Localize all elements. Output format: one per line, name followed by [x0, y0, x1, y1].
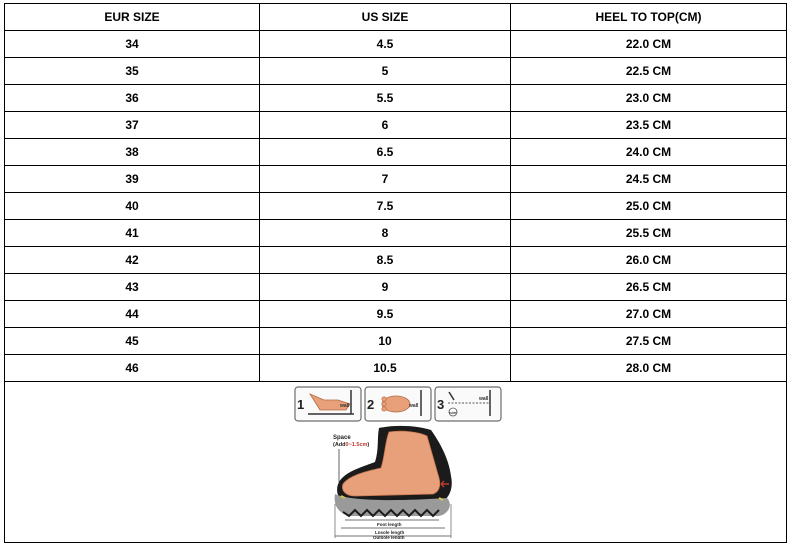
measuring-steps-strip [294, 386, 502, 422]
header-eur-size: EUR SIZE [5, 4, 260, 31]
us-size-cell: 8.5 [260, 247, 511, 274]
heel-to-top-cell: 27.5 CM [511, 328, 787, 355]
wall-label: wall [340, 403, 350, 409]
insole-length-label: Lnsole length [375, 530, 405, 535]
foot-in-shoe-diagram [327, 424, 457, 539]
table-row [5, 58, 787, 85]
heel-to-top-cell: 26.0 CM [511, 247, 787, 274]
foot-length-label: Foot length [377, 522, 402, 527]
step-1-panel [295, 387, 361, 421]
eur-size-cell: 43 [5, 274, 260, 301]
us-size-cell: 6.5 [260, 139, 511, 166]
table-row [5, 328, 787, 355]
us-size-cell: 6 [260, 112, 511, 139]
eur-size-cell: 35 [5, 58, 260, 85]
eur-size-cell: 37 [5, 112, 260, 139]
table-row [5, 274, 787, 301]
step-2-panel [365, 387, 431, 421]
us-size-cell: 7.5 [260, 193, 511, 220]
size-chart-table [4, 3, 787, 543]
eur-size-cell: 40 [5, 193, 260, 220]
table-row [5, 166, 787, 193]
measurement-illustration [5, 382, 787, 542]
eur-size-cell: 39 [5, 166, 260, 193]
step-2-number: 2 [367, 397, 375, 412]
table-row [5, 193, 787, 220]
heel-to-top-cell: 27.0 CM [511, 301, 787, 328]
header-heel-to-top: HEEL TO TOP(CM) [511, 4, 787, 31]
us-size-cell: 7 [260, 166, 511, 193]
eur-size-cell: 42 [5, 247, 260, 274]
table-row [5, 85, 787, 112]
eur-size-cell: 44 [5, 301, 260, 328]
us-size-cell: 8 [260, 220, 511, 247]
us-size-cell: 5.5 [260, 85, 511, 112]
table-row [5, 139, 787, 166]
table-row [5, 247, 787, 274]
eur-size-cell: 38 [5, 139, 260, 166]
illustration-row [5, 382, 787, 543]
eur-size-cell: 34 [5, 31, 260, 58]
us-size-cell: 4.5 [260, 31, 511, 58]
header-us-size: US SIZE [260, 4, 511, 31]
heel-to-top-cell: 24.0 CM [511, 139, 787, 166]
us-size-cell: 9.5 [260, 301, 511, 328]
heel-to-top-cell: 25.0 CM [511, 193, 787, 220]
step-1-number: 1 [297, 397, 305, 412]
heel-to-top-cell: 25.5 CM [511, 220, 787, 247]
step-3-panel [435, 387, 501, 421]
heel-to-top-cell: 28.0 CM [511, 355, 787, 382]
us-size-cell: 5 [260, 58, 511, 85]
us-size-cell: 10.5 [260, 355, 511, 382]
heel-to-top-cell: 23.5 CM [511, 112, 787, 139]
us-size-cell: 10 [260, 328, 511, 355]
heel-to-top-cell: 26.5 CM [511, 274, 787, 301]
heel-to-top-cell: 23.0 CM [511, 85, 787, 112]
outsole-length-label: Outsole length [373, 535, 405, 539]
wall-label-3: wall [479, 396, 489, 402]
heel-to-top-cell: 24.5 CM [511, 166, 787, 193]
eur-size-cell: 36 [5, 85, 260, 112]
table-row [5, 355, 787, 382]
eur-size-cell: 41 [5, 220, 260, 247]
ruler-label: ruler [449, 411, 457, 415]
wall-label-2: wall [409, 403, 419, 409]
step-3-number: 3 [437, 397, 445, 412]
eur-size-cell: 45 [5, 328, 260, 355]
heel-to-top-cell: 22.0 CM [511, 31, 787, 58]
space-label: Space [333, 435, 351, 441]
table-row [5, 220, 787, 247]
table-row [5, 112, 787, 139]
foot-shape [343, 431, 440, 496]
us-size-cell: 9 [260, 274, 511, 301]
measurement-illustration-cell [5, 382, 787, 543]
eur-size-cell: 46 [5, 355, 260, 382]
add-label: (Add0~1.5cm) [333, 442, 370, 448]
table-row [5, 31, 787, 58]
heel-to-top-cell: 22.5 CM [511, 58, 787, 85]
table-row [5, 301, 787, 328]
table-header-row [5, 4, 787, 31]
